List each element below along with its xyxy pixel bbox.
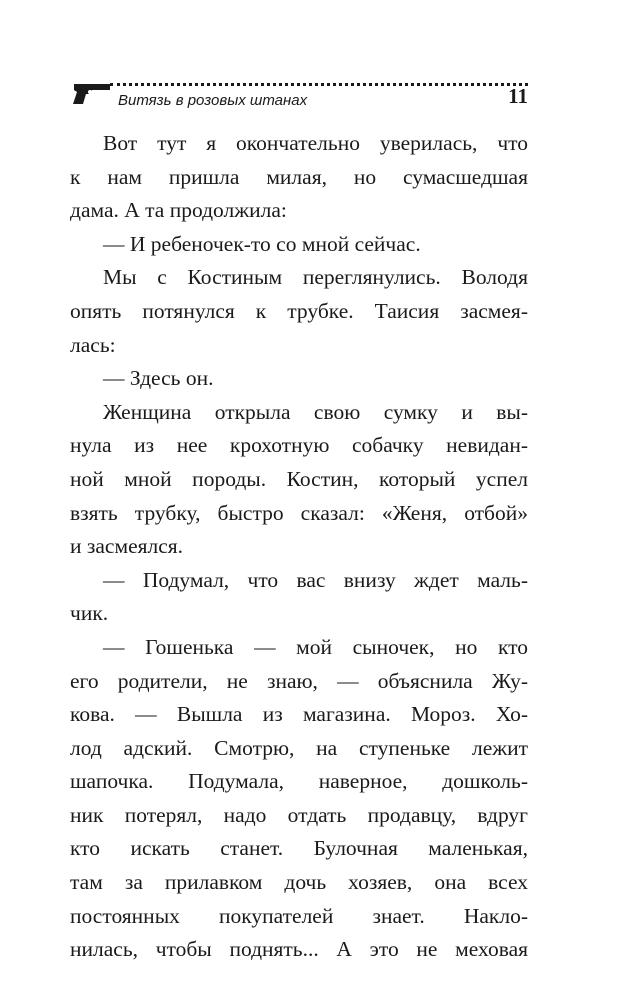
text-line: дама. А та продолжила:: [70, 198, 287, 223]
series-title: Витязь в розовых штанах: [118, 92, 308, 109]
text-line: нула из нее крохотную собачку невидан-: [70, 433, 528, 458]
text-line: там за прилавком дочь хозяев, она всех: [70, 870, 528, 895]
text-line: постоянных покупателей знает. Накло-: [70, 903, 528, 928]
text-line: и засмеялся.: [70, 534, 184, 559]
revolver-icon: [70, 80, 112, 106]
text-line: лась:: [70, 332, 116, 357]
text-line: Мы с Костиным переглянулись. Володя: [103, 265, 528, 290]
text-line: к нам пришла милая, но сумасшедшая: [70, 164, 528, 189]
running-header: [70, 74, 528, 118]
text-line: лод адский. Смотрю, на ступеньке лежит: [70, 735, 528, 760]
text-line: ник потерял, надо отдать продавцу, вдруг: [70, 802, 528, 827]
text-line: кто искать станет. Булочная маленькая,: [70, 836, 528, 861]
text-line: ной мной породы. Костин, который успел: [70, 466, 528, 491]
page-number: 11: [508, 84, 528, 108]
text-line: нилась, чтобы поднять... А это не меховая: [70, 937, 528, 962]
text-line: взять трубку, быстро сказал: «Женя, отбой»: [70, 500, 528, 525]
text-line: его родители, не знаю, — объяснила Жу-: [70, 668, 528, 693]
text-line: шапочка. Подумала, наверное, дошколь-: [70, 769, 528, 794]
text-line: — И ребеночек-то со мной сейчас.: [103, 231, 421, 256]
text-line: Вот тут я окончательно уверилась, что: [103, 131, 528, 155]
body-text: [70, 127, 528, 967]
text-line: Женщина открыла свою сумку и вы-: [103, 399, 528, 424]
header-dotted-rule: [110, 83, 528, 86]
text-line: опять потянулся к трубке. Таисия засмея-: [70, 298, 528, 323]
text-line: — Гошенька — мой сыночек, но кто: [103, 634, 528, 659]
text-line: — Здесь он.: [103, 366, 214, 391]
text-line: — Подумал, что вас внизу ждет маль-: [103, 567, 528, 592]
text-line: кова. — Вышла из магазина. Мороз. Хо-: [70, 702, 528, 727]
text-line: чик.: [70, 601, 109, 626]
